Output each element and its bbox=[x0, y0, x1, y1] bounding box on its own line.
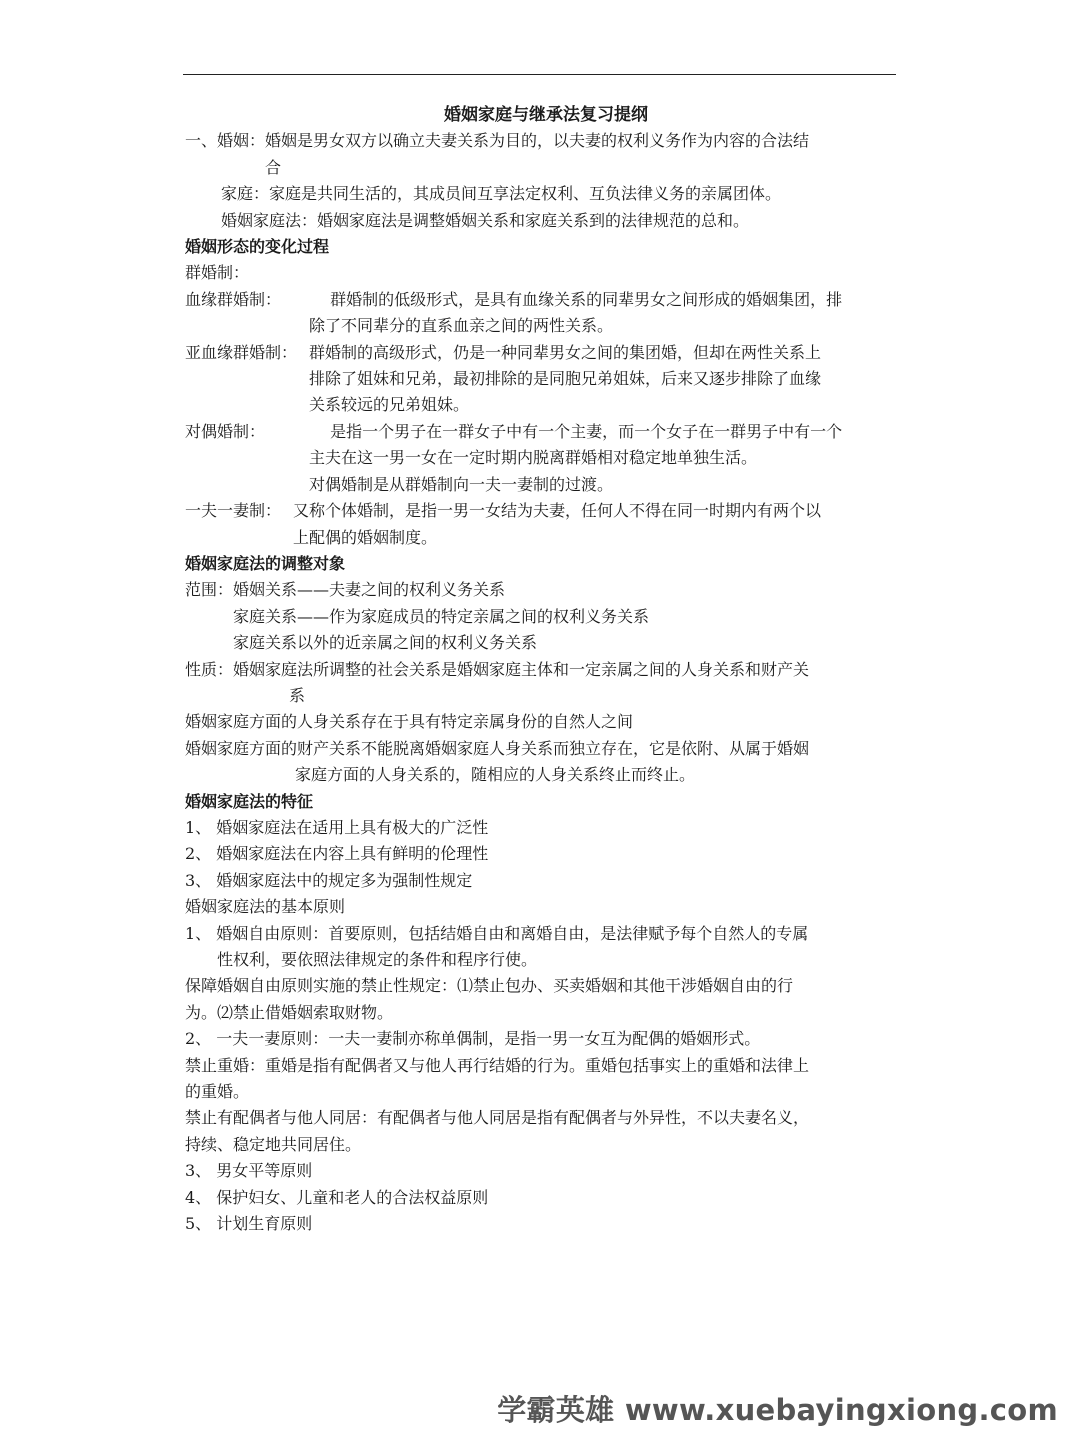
property-relation-line: 家庭方面的人身关系的，随相应的人身关系终止而终止。 bbox=[295, 765, 696, 785]
blood-group-marriage bbox=[185, 287, 897, 340]
feature-item: 2、 婚姻家庭法在内容上具有鲜明的伦理性 bbox=[185, 844, 489, 864]
blood-line: 除了不同辈分的直系血亲之间的两性关系。 bbox=[309, 316, 614, 336]
family-definition: 家庭：家庭是共同生活的，其成员间互享法定权利、互负法律义务的亲属团体。 bbox=[221, 184, 782, 204]
section-heading-principles: 婚姻家庭法的基本原则 bbox=[185, 897, 346, 917]
pair-line: 主夫在这一男一女在一定时期内脱离群婚相对稳定地单独生活。 bbox=[309, 448, 758, 468]
cohabit-line: 禁止有配偶者与他人同居：有配偶者与他人同居是指有配偶者与外异性，不以夫妻名义， bbox=[185, 1108, 810, 1128]
personal-relation: 婚姻家庭方面的人身关系存在于具有特定亲属身份的自然人之间 bbox=[185, 712, 634, 732]
section-heading-forms: 婚姻形态的变化过程 bbox=[185, 237, 330, 257]
marriage-line: 婚姻是男女双方以确立夫妻关系为目的，以夫妻的权利义务作为内容的合法结 bbox=[265, 131, 810, 151]
scope-line: 婚姻关系——夫妻之间的权利义务关系 bbox=[233, 580, 506, 600]
principle-5: 5、 计划生育原则 bbox=[185, 1214, 313, 1234]
scope bbox=[185, 577, 897, 656]
site-watermark: 学霸英雄 www.xuebayingxiong.com bbox=[497, 1393, 1058, 1427]
monogamy bbox=[185, 498, 897, 551]
property-relation-line: 婚姻家庭方面的财产关系不能脱离婚姻家庭人身关系而独立存在，它是依附、从属于婚姻 bbox=[185, 738, 810, 758]
blood-line: 群婚制的低级形式，是具有血缘关系的同辈男女之间形成的婚姻集团，排 bbox=[309, 289, 843, 309]
section-heading-objects: 婚姻家庭法的调整对象 bbox=[185, 553, 346, 573]
document-body bbox=[185, 102, 897, 1237]
nature bbox=[185, 657, 897, 710]
bigamy-line: 的重婚。 bbox=[185, 1082, 250, 1102]
monogamy-label: 一夫一妻制： bbox=[185, 501, 282, 521]
scope-line: 家庭关系——作为家庭成员的特定亲属之间的权利义务关系 bbox=[233, 606, 650, 626]
pair-label: 对偶婚制： bbox=[185, 421, 266, 441]
pair-line: 对偶婚制是从群婚制向一夫一妻制的过渡。 bbox=[309, 474, 614, 494]
blood-label: 血缘群婚制： bbox=[185, 289, 282, 309]
principle-3: 3、 男女平等原则 bbox=[185, 1161, 313, 1181]
feature-item: 1、 婚姻家庭法在适用上具有极大的广泛性 bbox=[185, 817, 489, 837]
pair-marriage bbox=[185, 419, 897, 498]
monogamy-line: 上配偶的婚姻制度。 bbox=[293, 527, 438, 547]
marriage-definition bbox=[185, 128, 897, 181]
group-marriage: 群婚制： bbox=[185, 263, 250, 283]
nature-label: 性质： bbox=[185, 659, 234, 679]
principle-2: 2、 一夫一妻原则：一夫一妻制亦称单偶制，是指一男一女互为配偶的婚姻形式。 bbox=[185, 1029, 761, 1049]
scope-label: 范围： bbox=[185, 580, 234, 600]
ban-line: 为。⑵禁止借婚姻索取财物。 bbox=[185, 1002, 394, 1022]
monogamy-line: 又称个体婚制，是指一男一女结为夫妻，任何人不得在同一时期内有两个以 bbox=[293, 501, 822, 521]
subblood-group-marriage bbox=[185, 340, 897, 419]
nature-line: 系 bbox=[289, 685, 306, 705]
subblood-line: 排除了姐妹和兄弟，最初排除的是同胞兄弟姐妹，后来又逐步排除了血缘 bbox=[309, 369, 822, 389]
page-title: 婚姻家庭与继承法复习提纲 bbox=[444, 105, 648, 125]
principle-1-line: 性权利，要依照法律规定的条件和程序行使。 bbox=[217, 950, 538, 969]
header-rule bbox=[183, 74, 896, 75]
principle-4: 4、 保护妇女、儿童和老人的合法权益原则 bbox=[185, 1187, 489, 1207]
nature-line: 婚姻家庭法所调整的社会关系是婚姻家庭主体和一定亲属之间的人身关系和财产关 bbox=[233, 659, 810, 679]
pair-line: 是指一个男子在一群女子中有一个主妻，而一个女子在一群男子中有一个 bbox=[309, 421, 843, 441]
ban-line: 保障婚姻自由原则实施的禁止性规定：⑴禁止包办、买卖婚姻和其他干涉婚姻自由的行 bbox=[185, 976, 794, 996]
subblood-line: 群婚制的高级形式，仍是一种同辈男女之间的集团婚，但却在两性关系上 bbox=[309, 342, 822, 362]
marriage-line: 合 bbox=[265, 157, 282, 177]
marriage-label: 一、婚姻： bbox=[185, 131, 266, 151]
subblood-line: 关系较远的兄弟姐妹。 bbox=[309, 395, 470, 415]
bigamy-line: 禁止重婚：重婚是指有配偶者又与他人再行结婚的行为。重婚包括事实上的重婚和法律上 bbox=[185, 1055, 810, 1075]
family-law-definition: 婚姻家庭法：婚姻家庭法是调整婚姻关系和家庭关系到的法律规范的总和。 bbox=[221, 210, 750, 230]
section-heading-features: 婚姻家庭法的特征 bbox=[185, 791, 314, 811]
cohabit-line: 持续、稳定地共同居住。 bbox=[185, 1134, 362, 1154]
feature-item: 3、 婚姻家庭法中的规定多为强制性规定 bbox=[185, 870, 473, 890]
principle-1-line: 1、 婚姻自由原则：首要原则，包括结婚自由和离婚自由，是法律赋予每个自然人的专属 bbox=[185, 923, 809, 943]
scope-line: 家庭关系以外的近亲属之间的权利义务关系 bbox=[233, 633, 538, 653]
subblood-label: 亚血缘群婚制： bbox=[185, 342, 298, 362]
